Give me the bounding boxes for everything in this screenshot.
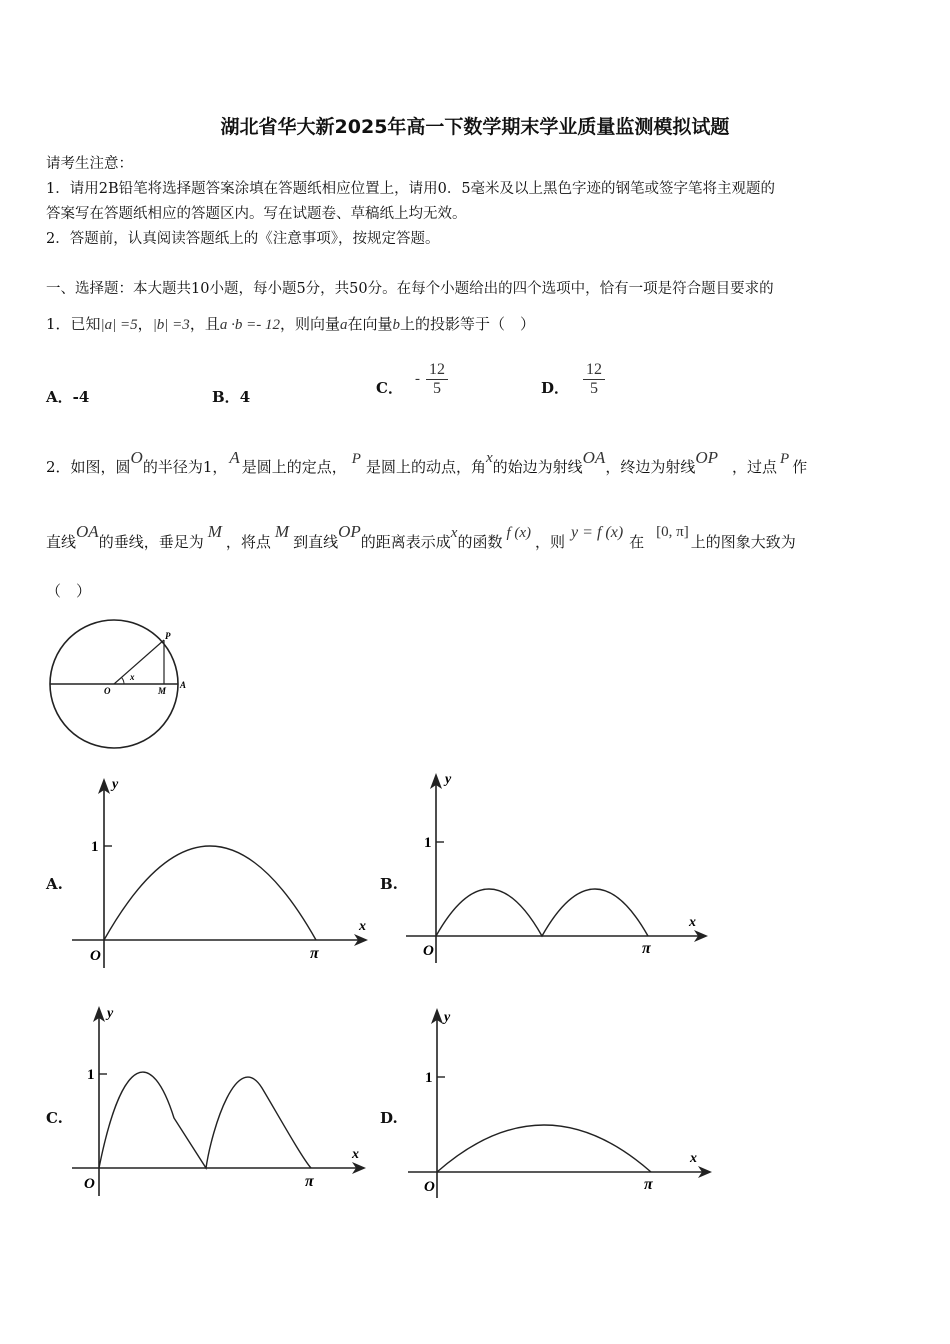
q2-text: ，则 [535,533,566,551]
q2-ray-op: OP [695,448,719,467]
q1-mid2: 在向量 [347,315,393,333]
pi-label: π [644,1176,653,1193]
q2-interval: [0, π] [656,524,689,540]
one-label: 1 [425,1070,433,1086]
q1-option-a[interactable] [46,386,89,407]
graph-b-label[interactable]: B. [380,875,398,893]
q2-text: 的函数 [457,533,503,551]
q1-option-c-label: C． [376,379,403,397]
q2-text: 作 [792,458,808,476]
question-1 [46,313,535,334]
q1-option-c[interactable] [376,361,448,398]
notice-heading: 请考生注意： [46,156,133,172]
q2-var-x: x [450,525,458,541]
graph-a-curve [104,846,316,940]
y-label: y [444,1010,451,1025]
q2-text: 在 [629,533,645,551]
q2-var-p: P [780,451,790,467]
q2-text: 的垂线，垂足为 [98,533,204,551]
q2-ray-oa: OA [76,522,99,541]
graph-c-label[interactable]: C. [46,1109,63,1127]
q1-comma: ， [137,315,153,333]
one-label: 1 [424,835,432,851]
page-title: 湖北省华大新2025年高一下数学期末学业质量监测模拟试题 [220,116,730,138]
one-label: 1 [91,839,99,855]
origin-label: O [423,943,434,959]
q2-var-x: x [485,450,493,466]
q1-option-a-label: A． [46,388,73,406]
radius-op [114,640,164,684]
angle-arc [122,678,124,684]
q1-va: a [339,317,348,333]
q2-text: 的始边为射线 [492,458,583,476]
q2-text: 的距离表示成 [360,533,451,551]
graph-c-curve [99,1072,311,1168]
q1-dot: a ·b =- 12 [219,317,280,333]
q1-abs-b: |b| =3 [152,317,190,333]
q2-var-o: O [130,448,143,467]
q1-option-d-label: D． [541,379,570,397]
graph-a-label[interactable]: A. [46,875,63,893]
q2-answer-parens: （ ） [46,582,92,600]
q2-text: 上的图象大致为 [690,533,796,551]
y-label: y [112,777,119,792]
figure-label-a: A [180,680,187,690]
section-heading: 一、选择题：本大题共10小题，每小题5分，共50分。在每个小题给出的四个选项中，恰有一项是符合题目要求的 [46,281,774,297]
pi-label: π [310,945,319,962]
q2-text: ，过点 [732,458,778,476]
q1-option-c-fraction [426,361,448,398]
x-label: x [359,919,366,934]
y-label: y [445,772,452,787]
q2-ray-oa: OA [582,448,606,467]
q2-var-m: M [274,522,290,541]
q1-num: 1．已知 [46,315,101,333]
graph-d[interactable] [396,1000,716,1200]
question-2-line-1 [46,448,808,477]
graph-b[interactable] [396,765,716,965]
q1-option-b-label: B． [212,388,240,406]
q1-option-d-den: 5 [590,380,599,397]
q2-text: 到直线 [293,533,339,551]
q1-tail: 上的投影等于（ ） [399,315,535,333]
q2-text: 直线 [46,533,77,551]
q2-text: 的半径为1， [142,458,228,476]
q2-func-f: f (x) [506,525,532,541]
figure-label-m: M [158,686,167,696]
q2-var-p: P [351,451,361,467]
q2-ray-op: OP [338,522,361,541]
graph-d-curve [437,1125,651,1172]
pi-label: π [305,1173,314,1190]
graph-d-label[interactable]: D. [380,1109,398,1127]
graph-c[interactable] [62,998,382,1198]
q2-text: 是圆上的定点， [241,458,347,476]
q1-option-b-value: 4 [239,388,251,406]
q2-func-y: y = f (x) [571,524,624,541]
figure-label-x: x [130,672,135,682]
q1-abs-a: |a| =5 [100,317,138,333]
q1-and: ，且 [189,315,220,333]
q1-option-c-den: 5 [432,380,441,397]
origin-label: O [84,1176,95,1192]
origin-label: O [90,948,101,964]
pi-label: π [642,940,651,957]
q2-text: 是圆上的动点，角 [365,458,486,476]
one-label: 1 [87,1067,95,1083]
q1-option-a-value: -4 [72,388,90,406]
origin-label: O [424,1179,435,1195]
q1-option-d-num: 12 [583,361,605,380]
figure-label-p: P [165,631,171,641]
q2-text: ，将点 [225,533,271,551]
y-label: y [107,1006,114,1021]
q1-option-c-num: 12 [426,361,448,380]
x-label: x [352,1147,359,1162]
q2-var-m: M [207,522,222,541]
q1-vb: b [392,317,400,333]
notice-line-1: 1．请用2B铅笔将选择题答案涂填在答题纸相应位置上，请用0．5毫米及以上黑色字迹的钢笔或签字笔将主观题的 [46,181,776,197]
q2-text: ，终边为射线 [605,458,696,476]
notice-line-3: 2．答题前，认真阅读答题纸上的《注意事项》，按规定答题。 [46,231,440,247]
x-label: x [689,915,696,930]
q1-option-c-sign: - [414,371,420,387]
notice-line-2: 答案写在答题纸相应的答题区内。写在试题卷、草稿纸上均无效。 [46,206,467,222]
x-label: x [690,1151,697,1166]
q1-option-d[interactable] [541,361,605,398]
figure-label-o: O [104,686,111,696]
q1-option-b[interactable] [212,386,250,407]
q1-mid: ，则向量 [279,315,340,333]
q2-text: 2．如图，圆 [46,458,131,476]
graph-a[interactable] [62,770,382,970]
graph-b-curve [436,889,648,936]
question-2-line-2 [46,522,796,552]
circle-figure [44,612,200,752]
q2-var-a: A [229,448,240,467]
q1-option-d-fraction [583,361,605,398]
